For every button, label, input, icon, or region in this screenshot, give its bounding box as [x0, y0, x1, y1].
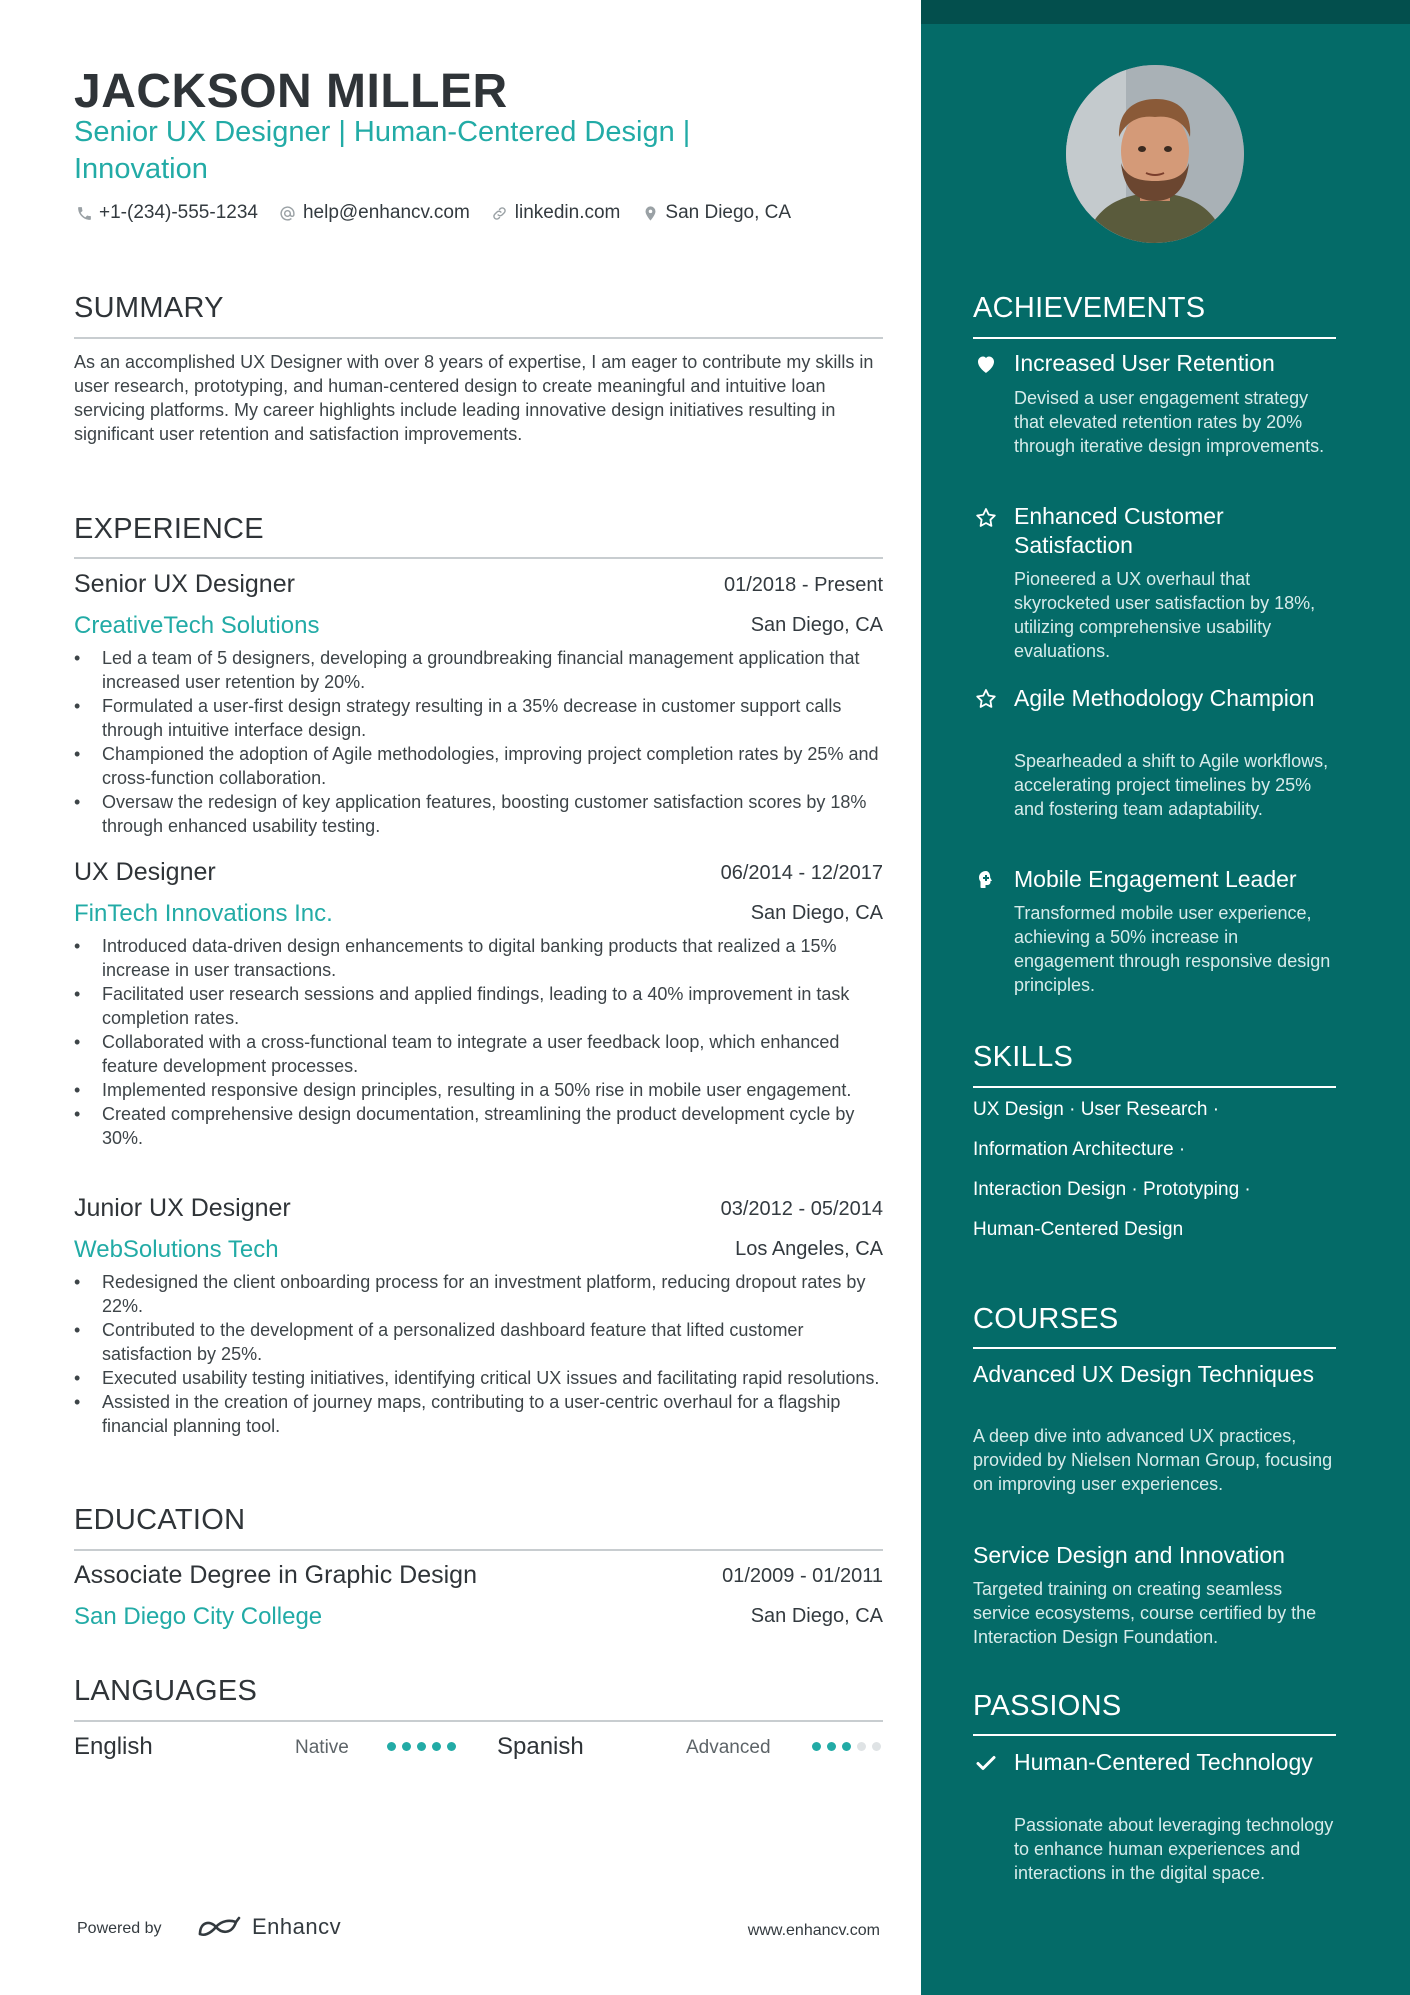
star-icon — [973, 686, 999, 712]
passion-title: Human-Centered Technology — [1014, 1749, 1313, 1775]
list-item: • Oversaw the redesign of key application features, boosting customer satisfaction scores by 18% through enhanced usability testing. — [74, 790, 884, 838]
enhancv-logo[interactable] — [196, 1914, 341, 1940]
rating-dot — [417, 1742, 426, 1751]
list-item: • Introduced data-driven design enhancements to digital banking products that realized a 15% increase in user transactions. — [74, 934, 884, 982]
language-name: English — [74, 1733, 153, 1760]
education-dates: 01/2009 - 01/2011 — [722, 1565, 883, 1587]
language-name: Spanish — [497, 1733, 584, 1760]
education-divider — [74, 1549, 883, 1551]
job-location: San Diego, CA — [750, 614, 883, 636]
language-rating — [812, 1742, 887, 1751]
achievement-title: Increased User Retention — [1014, 350, 1275, 376]
course-title: Advanced UX Design Techniques — [973, 1361, 1314, 1387]
experience-title: EXPERIENCE — [74, 513, 264, 545]
summary-title: SUMMARY — [74, 292, 224, 324]
skills-list — [973, 1097, 1338, 1257]
skills-divider — [973, 1086, 1336, 1088]
avatar — [1066, 65, 1244, 243]
at-icon — [278, 203, 298, 223]
job-bullets — [74, 934, 884, 1150]
job-location: San Diego, CA — [750, 902, 883, 924]
school-name: San Diego City College — [74, 1603, 323, 1630]
list-item: • Led a team of 5 designers, developing a groundbreaking financial management application that increased user retention by 20%. — [74, 646, 884, 694]
company-name: CreativeTech Solutions — [74, 612, 320, 639]
candidate-name: JACKSON MILLER — [74, 65, 508, 118]
passions-divider — [973, 1734, 1336, 1736]
courses-divider — [973, 1347, 1336, 1349]
achievement-title: Mobile Engagement Leader — [1014, 866, 1297, 892]
job-bullets — [74, 646, 884, 838]
job-title: UX Designer — [74, 858, 216, 886]
achievement-description: Spearheaded a shift to Agile workflows, accelerating project timelines by 25% and fostering team adaptability. — [1014, 751, 1329, 819]
skill-line: Human-Centered Design — [973, 1219, 1184, 1240]
brand-name: Enhancv — [252, 1914, 342, 1939]
contact-email[interactable] — [278, 202, 470, 224]
achievement-description: Pioneered a UX overhaul that skyrocketed user satisfaction by 18%, utilizing comprehensive usability evaluations. — [1014, 569, 1316, 661]
rating-dot — [812, 1742, 821, 1751]
education-title: EDUCATION — [74, 1504, 246, 1536]
location-pin-icon — [640, 203, 660, 223]
company-name: FinTech Innovations Inc. — [74, 900, 333, 927]
achievements-title: ACHIEVEMENTS — [973, 292, 1206, 324]
achievements-divider — [973, 337, 1336, 339]
contact-linkedin[interactable] — [490, 202, 621, 224]
degree-title: Associate Degree in Graphic Design — [74, 1561, 477, 1589]
list-item: • Implemented responsive design principles, resulting in a 50% rise in mobile user engagement. — [74, 1078, 884, 1102]
email-text: help@enhancv.com — [302, 202, 470, 223]
language-rating — [387, 1742, 462, 1751]
location-text: San Diego, CA — [665, 202, 792, 223]
footer-website[interactable]: www.enhancv.com — [747, 1922, 880, 1939]
sidebar — [921, 0, 1410, 1995]
company-name: WebSolutions Tech — [74, 1236, 279, 1263]
list-item: • Collaborated with a cross-functional team to integrate a user feedback loop, which enhanced feature development processes. — [74, 1030, 884, 1078]
summary-divider — [74, 337, 883, 339]
rating-dot-empty — [857, 1742, 866, 1751]
courses-title: COURSES — [973, 1303, 1119, 1335]
list-item: • Created comprehensive design documentation, streamlining the product development cycle by 30%. — [74, 1102, 884, 1150]
summary-text: As an accomplished UX Designer with over 8 years of expertise, I am eager to contribute my skills in user research, prototyping, and human-centered design to create meaningful and intuitive loan servicing platforms. My career highlights include leading innovative design initiatives resulting in significant user retention and satisfaction improvements. — [74, 352, 874, 444]
achievement-description: Transformed mobile user experience, achieving a 50% increase in engagement through responsive design principles. — [1014, 903, 1331, 995]
list-item: • Contributed to the development of a personalized dashboard feature that lifted customer satisfaction by 25%. — [74, 1318, 884, 1366]
experience-divider — [74, 557, 883, 559]
job-dates: 03/2012 - 05/2014 — [720, 1198, 883, 1220]
rating-dot-empty — [872, 1742, 881, 1751]
check-icon — [973, 1750, 999, 1776]
rating-dot — [402, 1742, 411, 1751]
skill-line: UX Design · User Research · — [973, 1099, 1220, 1120]
rating-dot — [827, 1742, 836, 1751]
course-description: A deep dive into advanced UX practices, provided by Nielsen Norman Group, focusing on improving user experiences. — [973, 1426, 1333, 1494]
phone-text: +1-(234)-555-1234 — [99, 202, 258, 223]
skills-title: SKILLS — [973, 1041, 1074, 1073]
contact-phone[interactable] — [74, 202, 258, 224]
powered-by-label: Powered by — [77, 1920, 162, 1937]
phone-icon — [74, 203, 94, 223]
list-item: • Executed usability testing initiatives, identifying critical UX issues and facilitating rapid resolutions. — [74, 1366, 884, 1390]
course-title: Service Design and Innovation — [973, 1542, 1285, 1568]
rating-dot — [447, 1742, 456, 1751]
rating-dot — [842, 1742, 851, 1751]
list-item: • Assisted in the creation of journey maps, contributing to a user-centric overhaul for a flagship financial planning tool. — [74, 1390, 884, 1438]
passions-title: PASSIONS — [973, 1690, 1122, 1722]
language-level: Advanced — [686, 1737, 771, 1758]
rating-dot — [432, 1742, 441, 1751]
headline: Senior UX Designer | Human-Centered Design | Innovation — [74, 116, 691, 185]
job-dates: 01/2018 - Present — [724, 574, 883, 596]
job-title: Junior UX Designer — [74, 1194, 291, 1222]
sidebar-top-band — [921, 0, 1410, 24]
achievement-title: Enhanced Customer Satisfaction — [1014, 503, 1224, 558]
profile-photo-icon — [1066, 65, 1244, 243]
languages-divider — [74, 1720, 883, 1722]
contact-location — [640, 202, 791, 224]
achievement-description: Devised a user engagement strategy that elevated retention rates by 20% through iterative design improvements. — [1014, 388, 1325, 456]
star-icon — [973, 505, 999, 531]
job-location: Los Angeles, CA — [735, 1238, 883, 1260]
brain-icon — [973, 867, 999, 893]
skill-line: Information Architecture · — [973, 1139, 1186, 1160]
list-item: • Championed the adoption of Agile methodologies, improving project completion rates by 25% and cross-function collaboration. — [74, 742, 884, 790]
course-description: Targeted training on creating seamless service ecosystems, course certified by the Interaction Design Foundation. — [973, 1579, 1317, 1647]
language-level: Native — [295, 1737, 349, 1758]
job-bullets — [74, 1270, 884, 1438]
list-item: • Formulated a user-first design strategy resulting in a 35% decrease in customer support calls through intuitive interface design. — [74, 694, 884, 742]
list-item: • Facilitated user research sessions and applied findings, leading to a 40% improvement in task completion rates. — [74, 982, 884, 1030]
skill-line: Interaction Design · Prototyping · — [973, 1179, 1251, 1200]
rating-dot — [387, 1742, 396, 1751]
list-item: • Redesigned the client onboarding process for an investment platform, reducing dropout rates by 22%. — [74, 1270, 884, 1318]
achievement-title: Agile Methodology Champion — [1014, 685, 1315, 711]
passion-description: Passionate about leveraging technology to enhance human experiences and interactions in the digital space. — [1014, 1815, 1334, 1883]
contact-bar — [74, 202, 811, 224]
languages-title: LANGUAGES — [74, 1675, 258, 1707]
linkedin-text: linkedin.com — [514, 202, 621, 223]
education-location: San Diego, CA — [750, 1605, 883, 1627]
link-icon — [490, 203, 510, 223]
job-title: Senior UX Designer — [74, 570, 295, 598]
enhancv-logo-icon — [196, 1914, 242, 1940]
heart-icon — [973, 351, 999, 377]
job-dates: 06/2014 - 12/2017 — [720, 862, 883, 884]
